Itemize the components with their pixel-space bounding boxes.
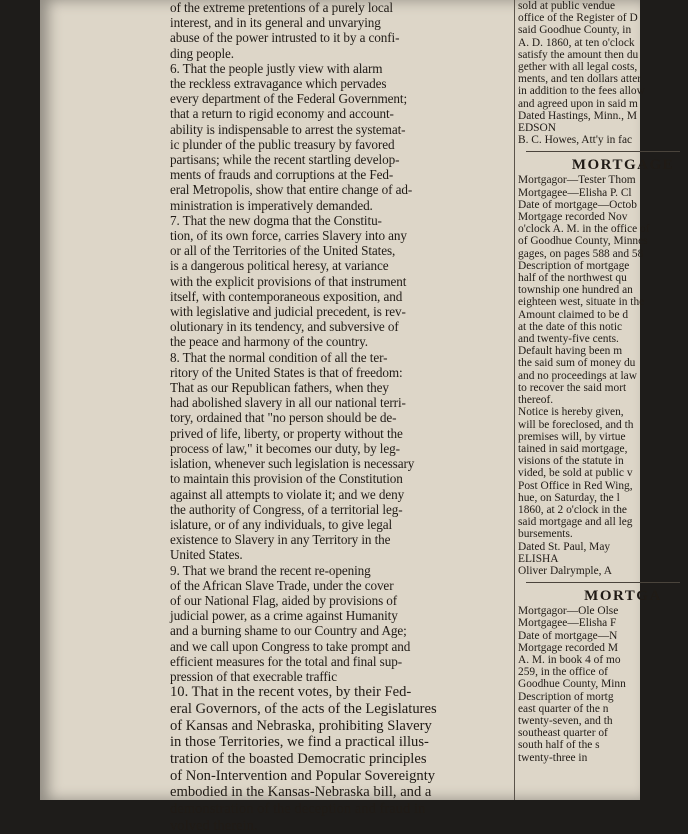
text-line: twenty-seven, and th — [518, 714, 613, 727]
text-line: abuse of the power intrusted to it by a confi- — [170, 30, 400, 46]
resolutions-column — [170, 0, 512, 834]
text-line: with the explicit provisions of that instrument — [170, 273, 407, 289]
text-line: of Non-Intervention and Popular Sovereignty — [170, 767, 436, 784]
notice-divider — [526, 151, 680, 152]
text-line: prived of life, liberty, or property without the — [170, 425, 403, 441]
text-line: Goodhue County, Minn — [518, 678, 626, 691]
text-line: existence to Slavery in any Territory in the — [170, 532, 391, 548]
text-line: demonstration of the deception and fraud in — [170, 801, 426, 818]
text-line: United States. — [170, 547, 243, 563]
text-line: Amount claimed to be d — [518, 308, 629, 321]
mortgage-heading-2: MORTGA — [584, 588, 662, 605]
text-line: Dated St. Paul, May — [518, 540, 611, 553]
notices-column — [518, 0, 688, 800]
text-line: half of the northwest qu — [518, 272, 627, 285]
text-line: premises will, by virtue — [518, 430, 626, 443]
text-line: vided, be sold at public v — [518, 467, 633, 480]
text-line: southeast quarter of — [518, 727, 608, 740]
text-line: Default having been m — [518, 345, 623, 358]
text-line: ding people. — [170, 45, 234, 61]
text-line: ability is indispensable to arrest the systemat- — [170, 121, 406, 137]
text-line: tion, of its own force, carries Slavery into any — [170, 228, 407, 244]
text-line: ritory of the United States is that of freedom: — [170, 364, 403, 380]
text-line: office of the Register of D — [518, 12, 638, 25]
notice-text-top — [518, 0, 688, 146]
text-line: itself, with contemporaneous exposition, and — [170, 288, 403, 304]
text-line: and agreed upon in said m — [518, 97, 638, 110]
text-line: A. M. in book 4 of mo — [518, 653, 621, 666]
mortgage-notice-2 — [518, 605, 688, 764]
text-line: ments, and ten dollars atter — [518, 73, 642, 86]
text-line: said mortgage and all leg — [518, 516, 633, 529]
text-line: B. C. Howes, Att'y in fac — [518, 134, 633, 147]
mortgage-notice-1 — [518, 174, 688, 577]
text-line: of our National Flag, aided by provisions of — [170, 592, 398, 608]
text-line: That as our Republican fathers, when they — [170, 380, 389, 396]
text-line: had abolished slavery in all our national terri- — [170, 395, 406, 411]
text-line: volved therein. — [170, 817, 258, 834]
text-line: Description of mortgage — [518, 259, 630, 272]
text-line: Date of mortgage—Octob — [518, 198, 637, 211]
text-line: 9. That we brand the recent re-opening — [170, 562, 371, 578]
text-line: the authority of Congress, of a territorial leg- — [170, 501, 403, 517]
text-line: ic plunder of the public treasury by favored — [170, 136, 395, 152]
text-line: 259, in the office of — [518, 666, 608, 679]
text-line: is a dangerous political heresy, at variance — [170, 258, 389, 274]
resolutions-text-top — [170, 0, 512, 684]
text-line: and twenty-five cents. — [518, 333, 619, 346]
text-line: every department of the Federal Government; — [170, 91, 408, 107]
text-line: islation, whenever such legislation is necessary — [170, 456, 415, 472]
text-line: gether with all legal costs, — [518, 61, 638, 74]
text-line: eral Governors, of the acts of the Legislatures — [170, 700, 437, 717]
notice-divider — [526, 582, 680, 583]
text-line: Oliver Dalrymple, A — [518, 564, 612, 577]
text-line: south half of the s — [518, 739, 600, 752]
text-line: against all attempts to violate it; and we deny — [170, 486, 405, 502]
text-line: to recover the said mort — [518, 381, 627, 394]
text-line: that a return to rigid economy and account- — [170, 106, 394, 122]
text-line: partisans; while the recent startling develop- — [170, 152, 400, 168]
text-line: Dated Hastings, Minn., M — [518, 109, 637, 122]
text-line: eral Metropolis, show that entire change of ad- — [170, 182, 413, 198]
text-line: Post Office in Red Wing, — [518, 479, 633, 492]
text-line: sold at public vendue — [518, 0, 616, 12]
text-line: to maintain this provision of the Constitution — [170, 471, 403, 487]
text-line: twenty-three in — [518, 751, 588, 764]
text-line: Notice is hereby given, — [518, 406, 624, 419]
resolutions-text-bottom — [170, 684, 512, 834]
text-line: EDSON — [518, 122, 556, 135]
text-line: of the extreme pretentions of a purely local — [170, 0, 393, 15]
text-line: township one hundred an — [518, 284, 633, 297]
text-line: process of law," it becomes our duty, by leg- — [170, 440, 400, 456]
text-line: tory, ordained that "no person should be de- — [170, 410, 397, 426]
text-line: of Kansas and Nebraska, prohibiting Slavery — [170, 717, 432, 734]
text-line: 10. That in the recent votes, by their Fed- — [170, 684, 412, 701]
text-line: in those Territories, we find a practical illus- — [170, 734, 429, 751]
text-line: Mortgagor—Tester Thom — [518, 174, 636, 187]
text-line: Mortgagee—Elisha P. Cl — [518, 186, 632, 199]
text-line: o'clock A. M. in the office of — [518, 223, 650, 236]
text-line: Mortgagor—Ole Olse — [518, 605, 619, 618]
text-line: with legislative and judicial precedent, is rev- — [170, 304, 406, 320]
text-line: and a burning shame to our Country and Age; — [170, 623, 407, 639]
text-line: Mortgage recorded Nov — [518, 211, 628, 224]
text-line: hue, on Saturday, the l — [518, 491, 620, 504]
text-line: eighteen west, situate in the — [518, 296, 645, 309]
text-line: said Goodhue County, in — [518, 24, 632, 37]
text-line: at the date of this notic — [518, 320, 623, 333]
text-line: Date of mortgage—N — [518, 629, 618, 642]
text-line: islature, or of any individuals, to give legal — [170, 516, 393, 532]
text-line: 7. That the new dogma that the Constitu- — [170, 212, 382, 228]
text-line: the reckless extravagance which pervades — [170, 76, 387, 92]
text-line: olutionary in its tendency, and subversive of — [170, 319, 399, 335]
text-line: visions of the statute in — [518, 455, 624, 468]
text-line: or all of the Territories of the United States, — [170, 243, 396, 259]
text-line: ELISHA — [518, 552, 559, 565]
text-line: Description of mortg — [518, 690, 614, 703]
text-line: A. D. 1860, at ten o'clock — [518, 36, 635, 49]
column-rule — [514, 0, 515, 800]
text-line: and no proceedings at law — [518, 369, 637, 382]
text-line: of Goodhue County, Minnes — [518, 235, 648, 248]
mortgage-heading-1: MORTGAGE — [571, 157, 675, 174]
text-line: 6. That the people justly view with alarm — [170, 60, 383, 76]
text-line: tained in said mortgage, — [518, 442, 628, 455]
text-line: thereof. — [518, 394, 554, 407]
text-line: will be foreclosed, and th — [518, 418, 634, 431]
text-line: interest, and in its general and unvarying — [170, 15, 381, 31]
text-line: the said sum of money du — [518, 357, 636, 370]
text-line: in addition to the fees allow — [518, 85, 645, 98]
text-line: 8. That the normal condition of all the ter- — [170, 349, 388, 365]
text-line: pression of that execrable traffic — [170, 668, 337, 684]
text-line: Mortgage recorded M — [518, 641, 618, 654]
text-line: bursements. — [518, 528, 573, 541]
text-line: 1860, at 2 o'clock in the — [518, 503, 627, 516]
text-line: tration of the boasted Democratic principles — [170, 750, 427, 767]
text-line: ministration is imperatively demanded. — [170, 197, 373, 213]
text-line: the peace and harmony of the country. — [170, 334, 368, 350]
text-line: satisfy the amount then du — [518, 48, 639, 61]
text-line: ments of frauds and corruptions at the Fed- — [170, 167, 394, 183]
text-line: and we call upon Congress to take prompt and — [170, 638, 411, 654]
text-line: efficient measures for the total and final sup- — [170, 653, 402, 669]
text-line: embodied in the Kansas-Nebraska bill, and a — [170, 784, 432, 801]
text-line: of the African Slave Trade, under the cover — [170, 577, 394, 593]
text-line: judicial power, as a crime against Humanity — [170, 608, 398, 624]
newspaper-page — [40, 0, 675, 834]
text-line: east quarter of the n — [518, 702, 609, 715]
text-line: Mortgagee—Elisha F — [518, 617, 617, 630]
text-line: gages, on pages 588 and 58 — [518, 247, 644, 260]
